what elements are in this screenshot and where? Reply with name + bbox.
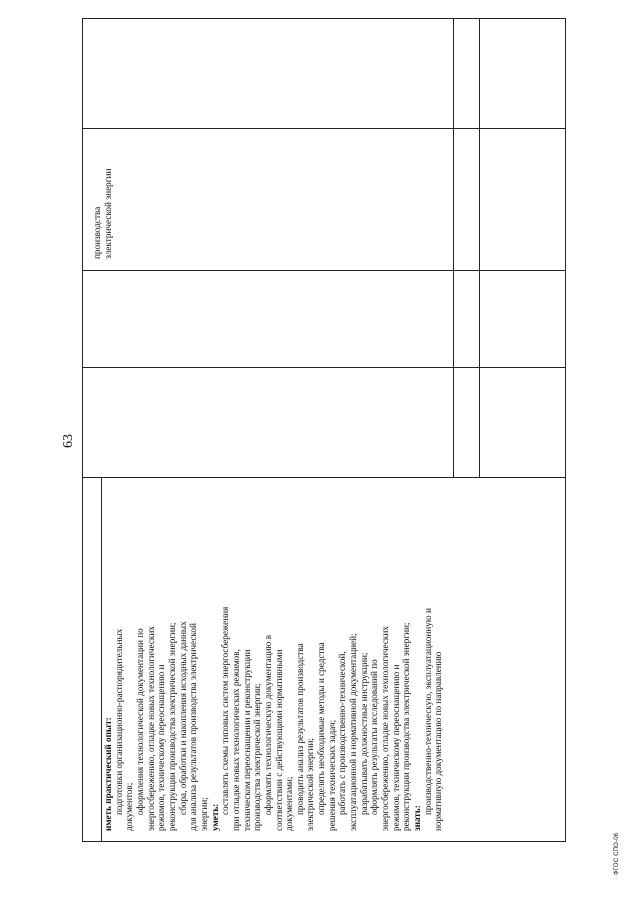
text-line: работать с производственно-технической, <box>337 651 348 815</box>
text-line: подготовки организационно-распорядительных <box>113 628 124 815</box>
text-line: документами; <box>284 776 295 831</box>
text-line: электрической энергии; <box>305 738 316 831</box>
text-line: оформлять технологическую документацию в <box>262 634 273 815</box>
text-line: уметь: <box>209 803 220 831</box>
text-line: энергии; <box>198 797 209 831</box>
text-line: производства <box>92 206 102 259</box>
page-number: 63 <box>61 434 76 448</box>
text-line: оформлять результаты исследований по <box>369 659 380 815</box>
text-line: сбора, обработки и накопления исходных данных <box>177 621 188 815</box>
text-line: производственно-техническую, эксплуатационную и <box>422 608 433 815</box>
text-line: реконструкции производства электрической энергии; <box>166 622 177 831</box>
text-line: проводить анализ результатов производства <box>294 643 305 815</box>
column-divider <box>83 128 565 129</box>
text-line: реконструкции производства электрической энергии; <box>401 622 412 831</box>
column-divider <box>83 367 565 368</box>
text-line: решения технических задач; <box>326 719 337 831</box>
text-line: при отладке новых технологических режимов, <box>230 649 241 831</box>
competency-text <box>103 486 444 831</box>
text-line: оформления технологической документации по <box>134 628 145 815</box>
text-line: производства электрической энергии; <box>252 683 263 831</box>
footer-code: ФГОС СПО-06 <box>614 832 620 875</box>
text-line: разрабатывать должностные инструкции; <box>358 652 369 815</box>
column-divider <box>83 270 565 271</box>
text-line: составлять схемы типовых систем энергосбережения <box>220 606 231 815</box>
text-line: иметь практический опыт: <box>103 717 113 831</box>
module-text <box>92 129 113 259</box>
text-line: энергосбережению, отладке новых технологических <box>145 626 156 831</box>
competency-cell <box>103 486 444 831</box>
text-line: режимов, техническому переоснащению и <box>390 664 401 831</box>
text-line: документов; <box>124 782 135 831</box>
text-line: техническом переоснащении и реконструкции <box>241 649 252 831</box>
text-line: знать: <box>412 805 423 831</box>
text-line: электрической энергии <box>102 168 113 259</box>
text-line: энергосбережению, отладке новых технологических <box>380 626 391 831</box>
text-line: определять необходимые методы и средства <box>316 642 327 815</box>
row-divider <box>479 19 480 477</box>
text-line: режимов, техническому переоснащению и <box>156 664 167 831</box>
row-divider <box>453 19 454 477</box>
text-line: для анализа результатов производства электрической <box>188 623 199 831</box>
text-line: соответствии с действующими нормативными <box>273 649 284 831</box>
text-line: нормативную документацию по направлению <box>433 651 444 831</box>
row-divider <box>101 477 102 842</box>
module-cell <box>92 129 113 259</box>
text-line: эксплуатационной и нормативной документацией; <box>348 633 359 831</box>
column-divider <box>83 477 565 478</box>
landscape-table <box>82 18 566 842</box>
